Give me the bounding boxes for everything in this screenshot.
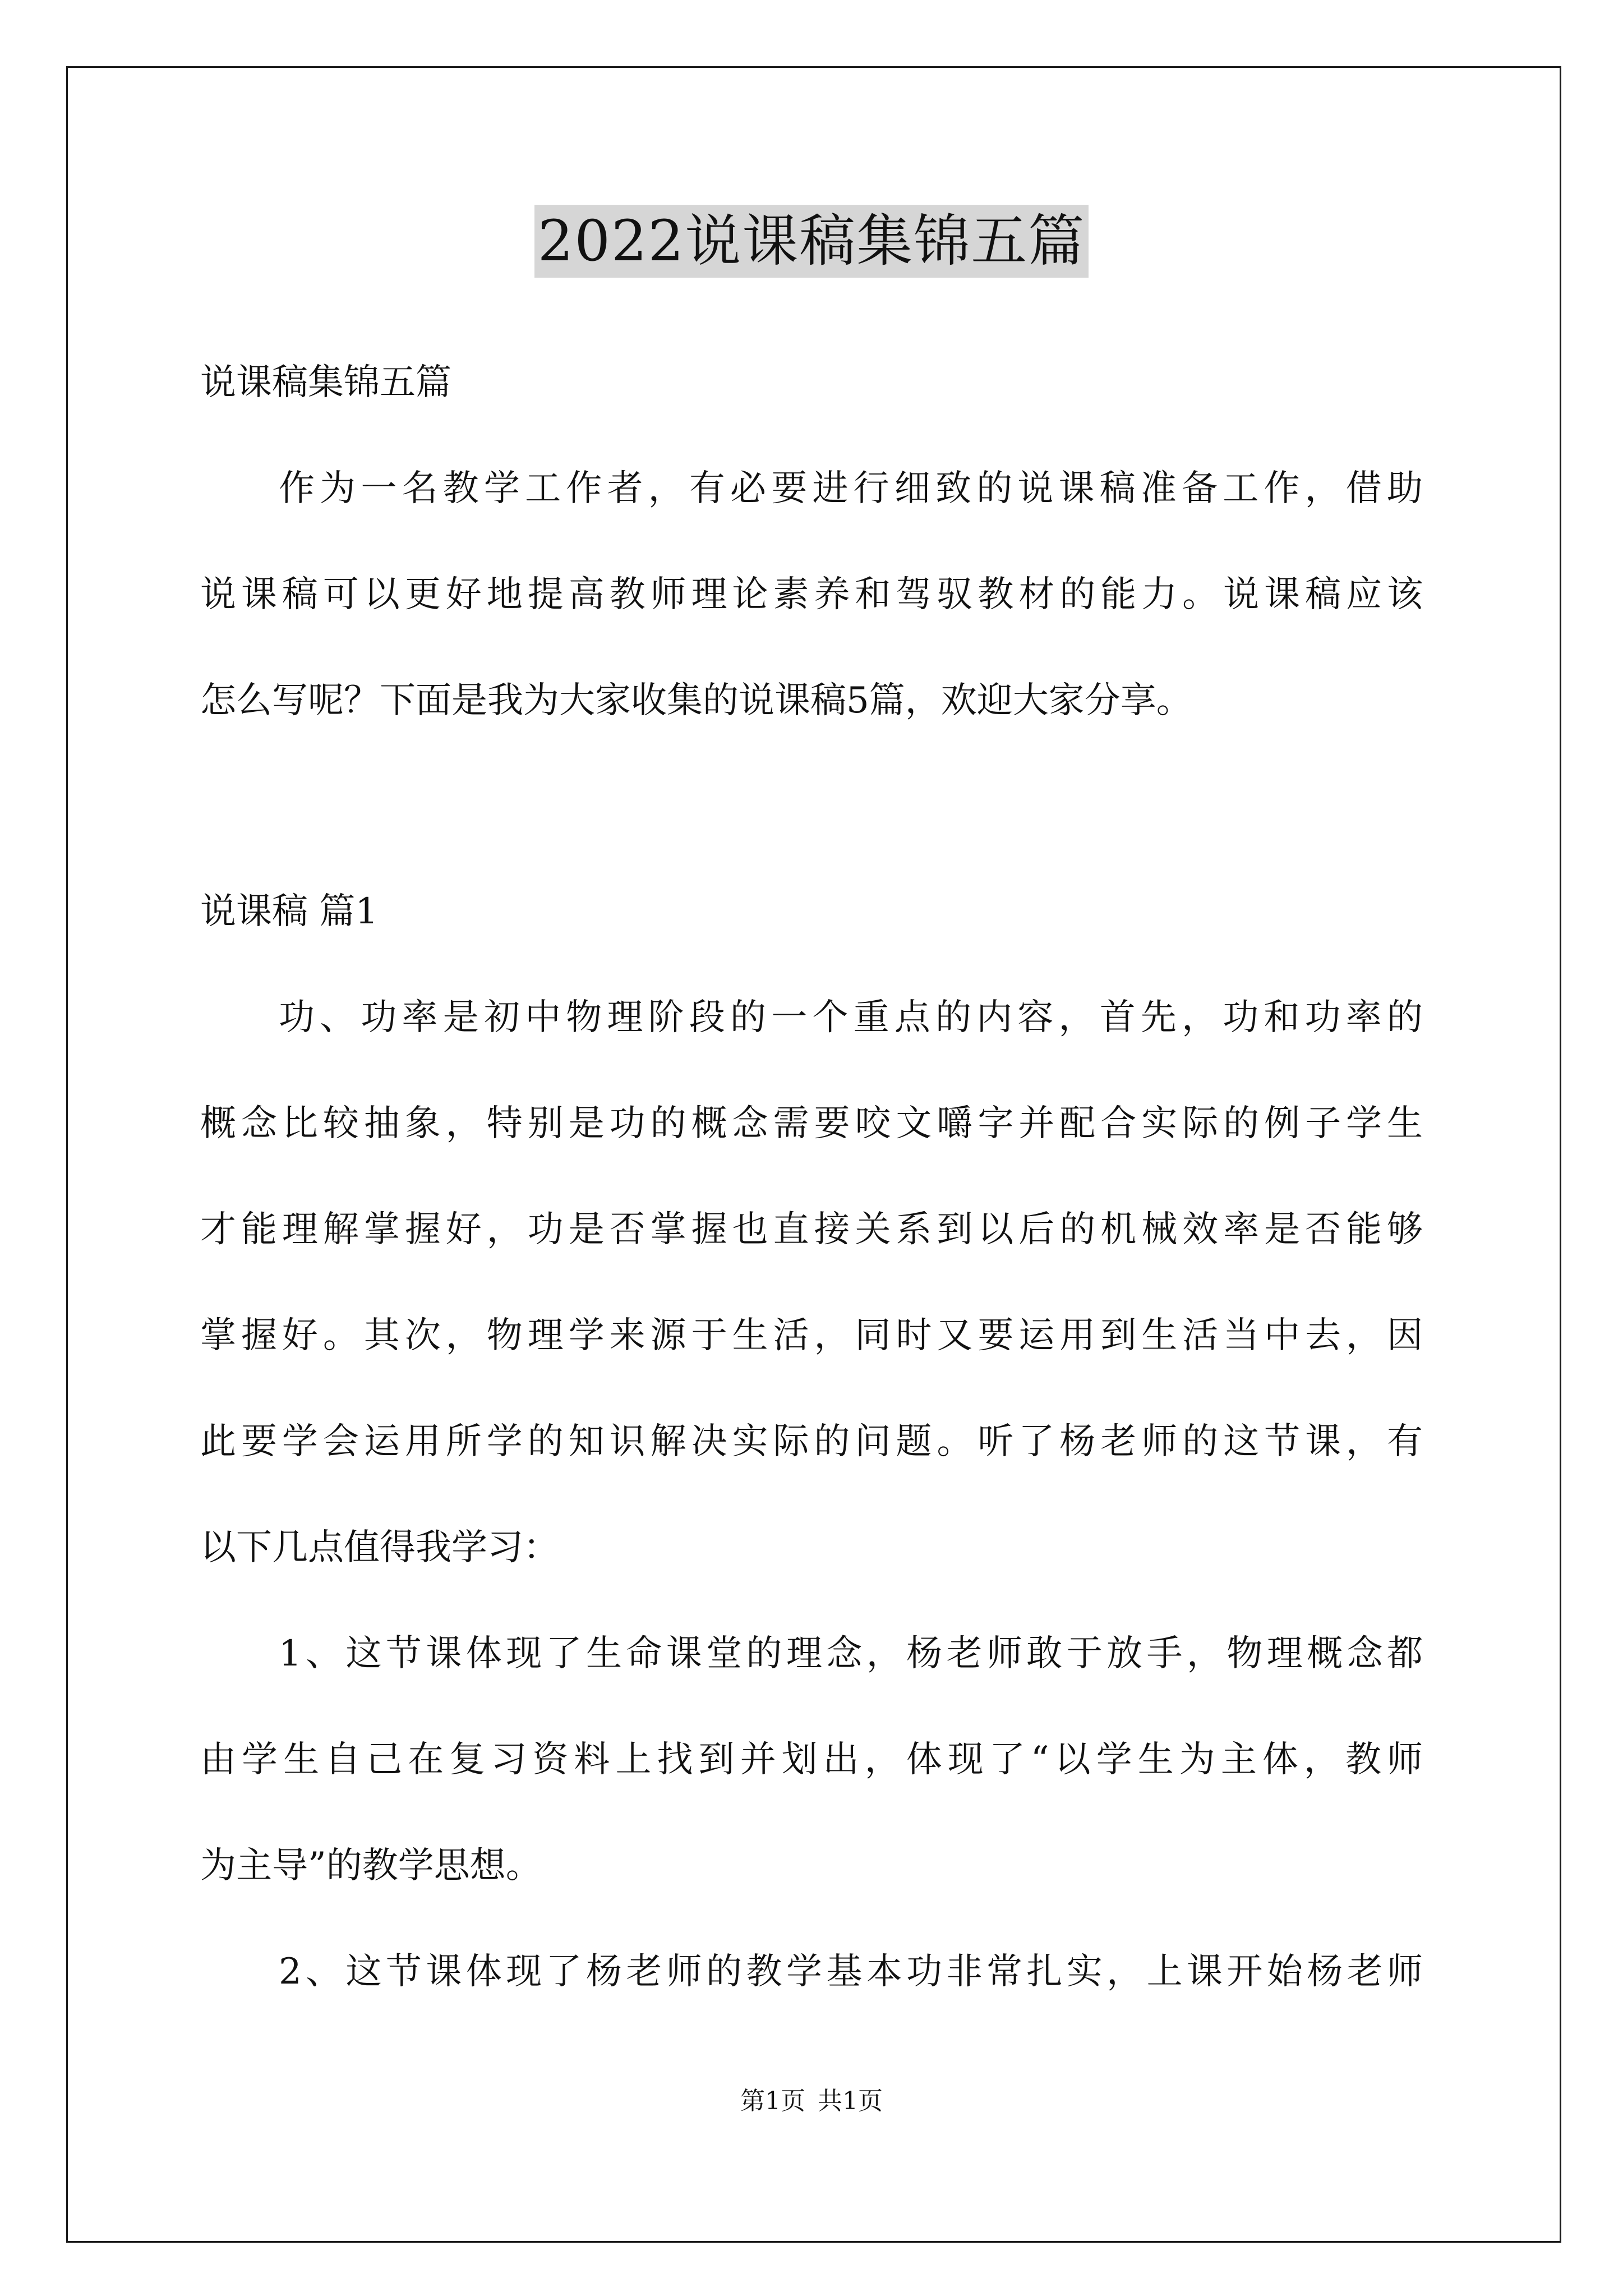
paragraph-line: 以下几点值得我学习： <box>200 1527 559 1568</box>
intro-line-2: 说课稿可以更好地提高教师理论素养和驾驭教材的能力。说课稿应该 <box>200 574 1423 615</box>
paragraph-line: 由学生自己在复习资料上找到并划出，体现了“以学生为主体，教师 <box>200 1739 1423 1780</box>
page-footer: 第1页 共1页 <box>740 2087 883 2115</box>
intro-line-1: 作为一名教学工作者，有必要进行细致的说课稿准备工作，借助 <box>279 468 1423 509</box>
paragraph-line: 功、功率是初中物理阶段的一个重点的内容，首先，功和功率的 <box>279 997 1423 1038</box>
paragraph-line: 才能理解掌握好，功是否掌握也直接关系到以后的机械效率是否能够 <box>200 1209 1423 1250</box>
paragraph-line: 1、这节课体现了生命课堂的理念，杨老师敢于放手，物理概念都 <box>279 1633 1423 1674</box>
paragraph-line: 2、这节课体现了杨老师的教学基本功非常扎实，上课开始杨老师 <box>279 1951 1423 1993</box>
paragraph-line: 概念比较抽象，特别是功的概念需要咬文嚼字并配合实际的例子学生 <box>200 1103 1423 1144</box>
paragraph-line: 为主导”的教学思想。 <box>200 1845 542 1887</box>
section-heading: 说课稿 篇1 <box>200 891 379 932</box>
document-title <box>0 205 1623 278</box>
paragraph-line: 此要学会运用所学的知识解决实际的问题。听了杨老师的这节课，有 <box>200 1421 1423 1462</box>
paragraph-line: 掌握好。其次，物理学来源于生活，同时又要运用到生活当中去，因 <box>200 1315 1423 1356</box>
intro-line-3: 怎么写呢？下面是我为大家收集的说课稿5篇，欢迎大家分享。 <box>200 680 1192 721</box>
document-subtitle: 说课稿集锦五篇 <box>200 362 451 403</box>
document-title-text: 2022说课稿集锦五篇 <box>534 205 1089 278</box>
